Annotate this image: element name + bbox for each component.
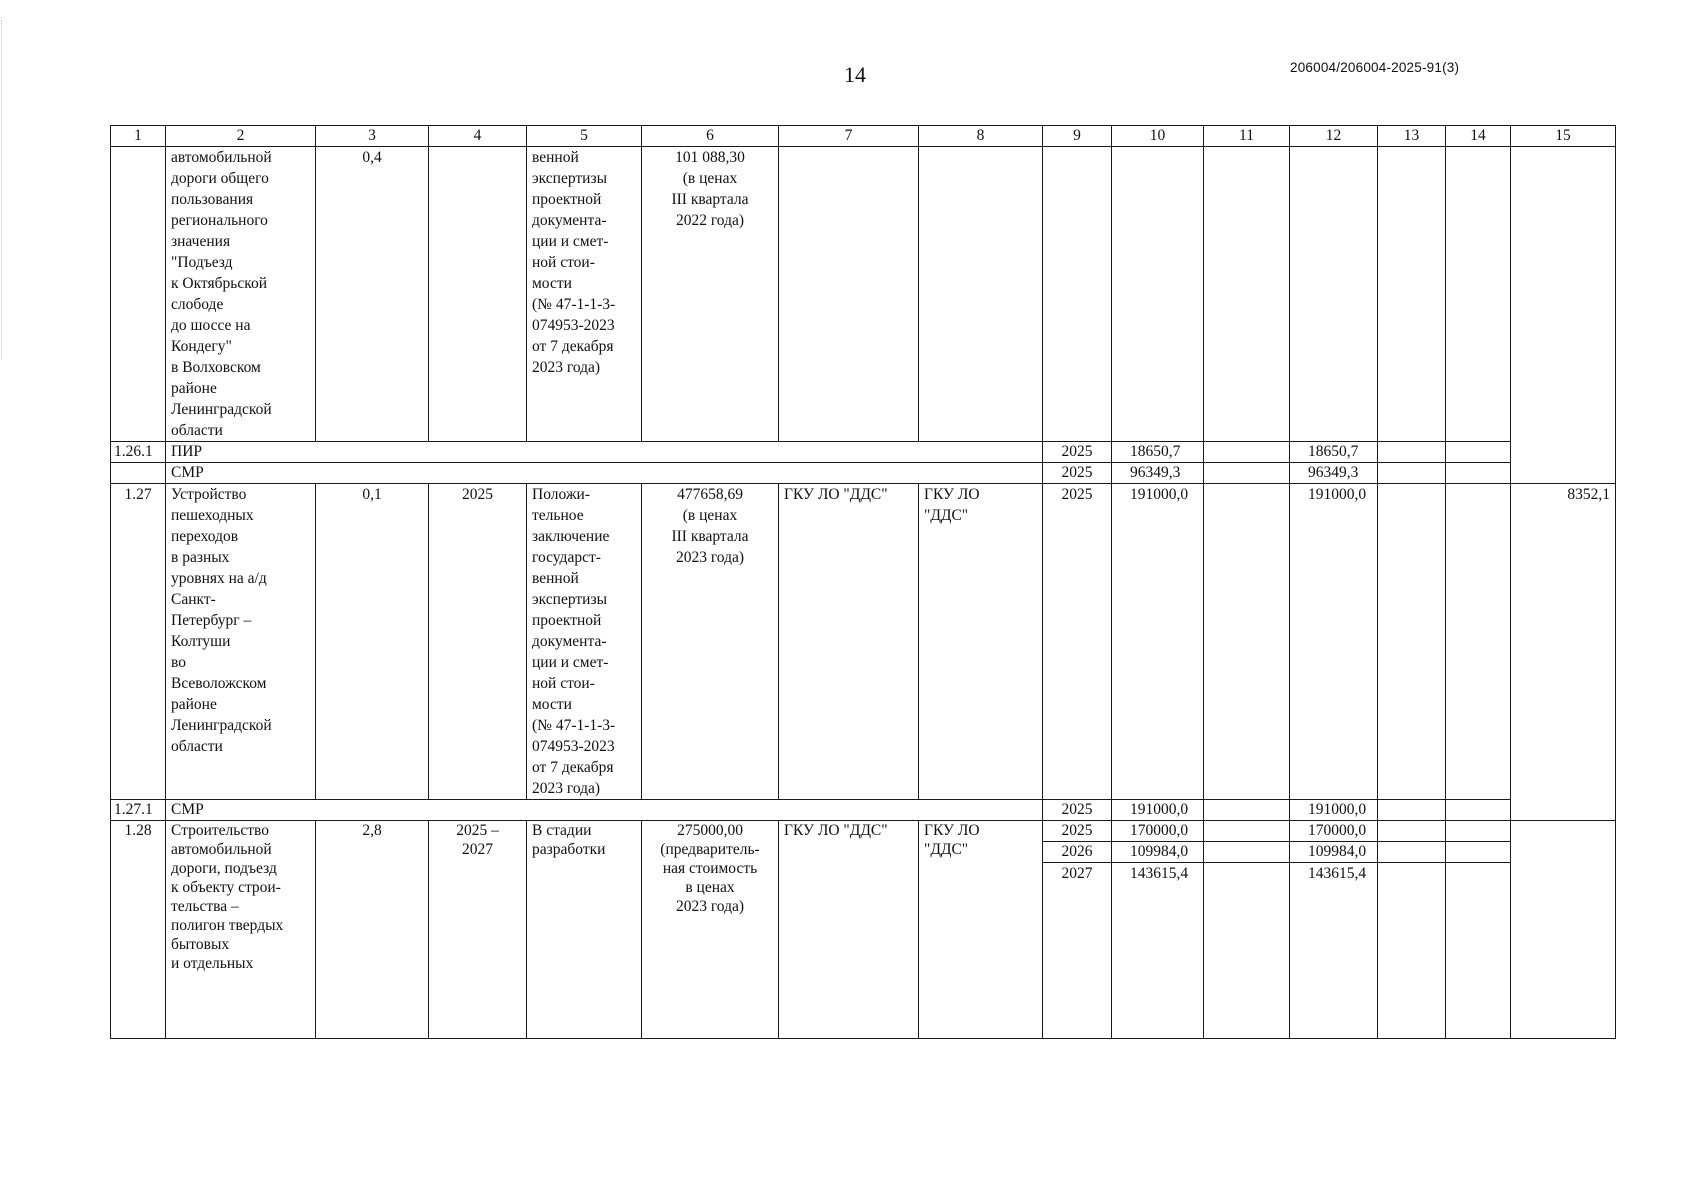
cell-cost: 101 088,30 (в ценах III квартала 2022 года) — [642, 147, 779, 442]
cell-developer: ГКУ ЛО "ДДС" — [919, 484, 1043, 800]
cell-other — [1446, 442, 1511, 463]
table-row — [111, 442, 1616, 463]
cell-capacity: 2,8 — [316, 821, 429, 1039]
cell-other — [1446, 800, 1511, 821]
cell-regional: 143615,4 — [1290, 863, 1378, 1039]
cell-expertise: Положи- тельное заключение государст- венной экспертизы проектной документа- ции и смет- ной стои- мости (№ 47-1-1-3- 074953-2023 от 7 декабря 2023 года) — [527, 484, 642, 800]
cell-period — [429, 147, 527, 442]
cell-federal — [1204, 800, 1290, 821]
table-row — [111, 821, 1616, 842]
cell-number: 1.27 — [111, 484, 166, 800]
column-header: 3 — [316, 126, 429, 147]
cell-stage-label: ПИР — [166, 442, 1043, 463]
column-header: 1 — [111, 126, 166, 147]
column-header: 8 — [919, 126, 1043, 147]
cell-developer: ГКУ ЛО "ДДС" — [919, 821, 1043, 1039]
cell-federal — [1204, 147, 1290, 442]
cell-cost: 275000,00 (предваритель- ная стоимость в ценах 2023 года) — [642, 821, 779, 1039]
cell-year — [1043, 147, 1112, 442]
cell-year: 2025 — [1043, 821, 1112, 842]
cell-object-name: Устройство пешеходных переходов в разных уровнях на а/д Санкт- Петербург – Колтуши во Всеволожском районе Ленинградской области — [166, 484, 316, 800]
cell-stage-label: СМР — [166, 800, 1043, 821]
cell-local — [1378, 842, 1446, 863]
cell-object-name: автомобильной дороги общего пользования регионального значения "Подъезд к Октябрьской слободе до шоссе на Кондегу" в Волховском районе Ленинградской области — [166, 147, 316, 442]
cell-col15: 8352,1 — [1511, 484, 1616, 821]
cell-regional: 191000,0 — [1290, 800, 1378, 821]
cell-federal — [1204, 484, 1290, 800]
document-id: 206004/206004-2025-91(3) — [1290, 60, 1460, 75]
cell-capacity: 0,4 — [316, 147, 429, 442]
table-row — [111, 463, 1616, 484]
cell-customer — [779, 147, 919, 442]
column-header: 2 — [166, 126, 316, 147]
cell-total: 191000,0 — [1112, 800, 1204, 821]
cell-capacity: 0,1 — [316, 484, 429, 800]
cell-year: 2027 — [1043, 863, 1112, 1039]
column-header: 13 — [1378, 126, 1446, 147]
cell-federal — [1204, 842, 1290, 863]
cell-total: 170000,0 — [1112, 821, 1204, 842]
cell-total: 18650,7 — [1112, 442, 1204, 463]
cell-col15 — [1511, 821, 1616, 1039]
cell-year: 2026 — [1043, 842, 1112, 863]
cell-number — [111, 147, 166, 442]
cell-other — [1446, 147, 1511, 442]
cell-other — [1446, 842, 1511, 863]
cell-number: 1.28 — [111, 821, 166, 1039]
column-header: 10 — [1112, 126, 1204, 147]
column-header: 15 — [1511, 126, 1616, 147]
cell-period: 2025 – 2027 — [429, 821, 527, 1039]
program-table — [110, 125, 1616, 1039]
column-header: 4 — [429, 126, 527, 147]
column-header: 7 — [779, 126, 919, 147]
cell-total: 109984,0 — [1112, 842, 1204, 863]
column-header: 14 — [1446, 126, 1511, 147]
scan-margin-artifact — [1, 20, 2, 360]
cell-total: 96349,3 — [1112, 463, 1204, 484]
cell-cost: 477658,69 (в ценах III квартала 2023 года) — [642, 484, 779, 800]
cell-col15 — [1511, 147, 1616, 484]
cell-customer: ГКУ ЛО "ДДС" — [779, 484, 919, 800]
cell-year: 2025 — [1043, 463, 1112, 484]
column-header: 5 — [527, 126, 642, 147]
cell-total — [1112, 147, 1204, 442]
cell-local — [1378, 463, 1446, 484]
table-row — [111, 800, 1616, 821]
column-header: 6 — [642, 126, 779, 147]
cell-other — [1446, 484, 1511, 800]
cell-stage-label: СМР — [166, 463, 1043, 484]
cell-regional: 191000,0 — [1290, 484, 1378, 800]
cell-regional: 96349,3 — [1290, 463, 1378, 484]
table-header-row — [111, 126, 1616, 147]
cell-local — [1378, 800, 1446, 821]
cell-regional: 18650,7 — [1290, 442, 1378, 463]
cell-other — [1446, 821, 1511, 842]
page-number: 14 — [844, 62, 866, 87]
cell-local — [1378, 147, 1446, 442]
cell-year: 2025 — [1043, 800, 1112, 821]
cell-regional — [1290, 147, 1378, 442]
table-row — [111, 484, 1616, 800]
cell-customer: ГКУ ЛО "ДДС" — [779, 821, 919, 1039]
column-header: 9 — [1043, 126, 1112, 147]
cell-local — [1378, 821, 1446, 842]
cell-expertise: венной экспертизы проектной документа- ции и смет- ной стои- мости (№ 47-1-1-3- 074953-2023 от 7 декабря 2023 года) — [527, 147, 642, 442]
cell-federal — [1204, 463, 1290, 484]
cell-number: 1.27.1 — [111, 800, 166, 821]
cell-local — [1378, 484, 1446, 800]
cell-period: 2025 — [429, 484, 527, 800]
column-header: 11 — [1204, 126, 1290, 147]
cell-object-name: Строительство автомобильной дороги, подъезд к объекту строи- тельства – полигон твердых бытовых и отдельных — [166, 821, 316, 1039]
cell-local — [1378, 442, 1446, 463]
cell-number — [111, 463, 166, 484]
column-header: 12 — [1290, 126, 1378, 147]
cell-federal — [1204, 442, 1290, 463]
cell-other — [1446, 863, 1511, 1039]
cell-year: 2025 — [1043, 484, 1112, 800]
cell-developer — [919, 147, 1043, 442]
cell-other — [1446, 463, 1511, 484]
cell-regional: 170000,0 — [1290, 821, 1378, 842]
cell-number: 1.26.1 — [111, 442, 166, 463]
cell-federal — [1204, 821, 1290, 842]
table-row — [111, 147, 1616, 442]
cell-total: 191000,0 — [1112, 484, 1204, 800]
cell-federal — [1204, 863, 1290, 1039]
cell-total: 143615,4 — [1112, 863, 1204, 1039]
cell-local — [1378, 863, 1446, 1039]
cell-regional: 109984,0 — [1290, 842, 1378, 863]
cell-year: 2025 — [1043, 442, 1112, 463]
cell-expertise: В стадии разработки — [527, 821, 642, 1039]
